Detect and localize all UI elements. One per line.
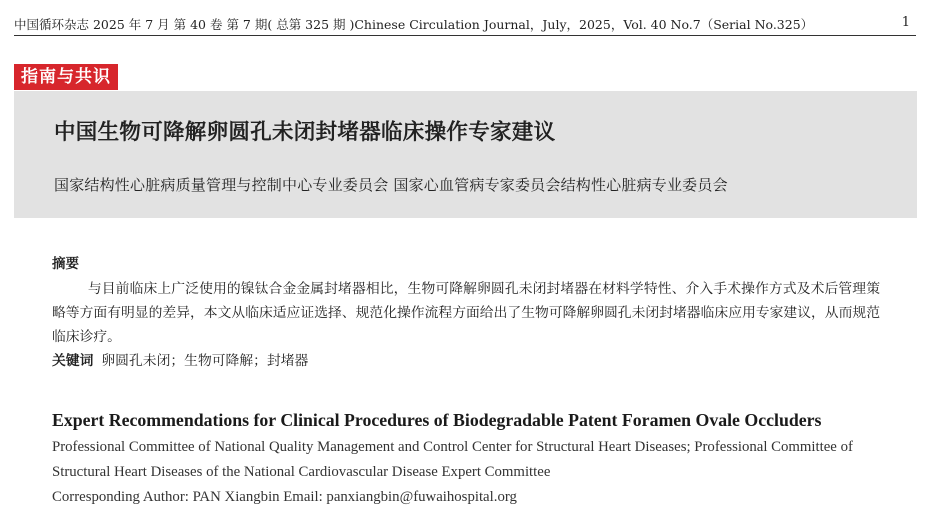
corresponding-author: Corresponding Author: PAN Xiangbin Email: panxiangbin@fuwaihospital.org (52, 489, 517, 505)
abstract-body: 与目前临床上广泛使用的镍钛合金金属封堵器相比，生物可降解卵圆孔未闭封堵器在材料学特性、介入手术操作方式及术后管理策略等方面有明显的差异，本文从临床适应证选择、规范化操作流程方面给出了生物可降解卵圆孔未闭封堵器临床应用专家建议，从而规范临床诊疗。 (52, 281, 880, 345)
article-title-en: Expert Recommendations for Clinical Procedures of Biodegradable Patent Foramen Ovale Occluders (52, 410, 822, 430)
keywords-values: 卵圆孔未闭；生物可降解；封堵器 (101, 353, 309, 369)
keywords-line (52, 349, 880, 373)
category-tag: 指南与共识 (14, 64, 118, 90)
running-head (14, 13, 916, 36)
article-authors-cn: 国家结构性心脏病质量管理与控制中心专业委员会 国家心血管病专家委员会结构性心脏病专业委员会 (54, 176, 728, 194)
journal-citation: 中国循环杂志 2025 年 7 月 第 40 卷 第 7 期( 总第 325 期 )Chinese Circulation Journal，July，2025，Vol. 40 No.7（Serial No.325） (14, 17, 814, 32)
page-number: 1 (901, 15, 910, 30)
abstract-section (52, 252, 880, 373)
article-title-cn: 中国生物可降解卵圆孔未闭封堵器临床操作专家建议 (54, 120, 556, 145)
abstract-heading: 摘要 (52, 256, 79, 272)
title-band (14, 91, 917, 218)
english-front-matter (52, 410, 902, 510)
affiliation-en: Professional Committee of National Quality Management and Control Center for Structural Heart Diseases; Professional Committee of Structural Heart Diseases of the National Cardiovascular Disease Expert Committee (52, 439, 853, 480)
keywords-label: 关键词 (52, 353, 94, 369)
